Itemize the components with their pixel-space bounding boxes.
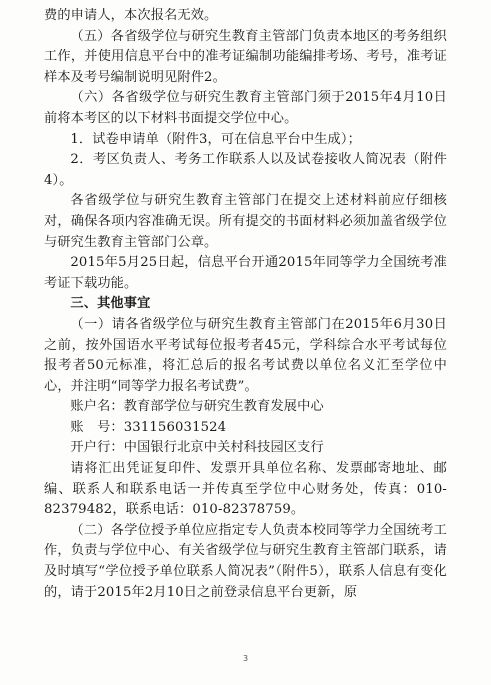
account-name-label: 账户名： bbox=[70, 399, 124, 415]
account-number-value: 331156031524 bbox=[123, 419, 227, 435]
paragraph-contact-person: （二）各学位授予单位应指定专人负责本校同等学力全国统考工作，负责与学位中心、有关省级学位与研究生教育主管部门联系，请及时填写“学位授予单位联系人简况表”（附件5），联系人信息有变化的，请于2015年2月10日之前登录信息平台更新，原 bbox=[44, 522, 447, 600]
bank-label: 开户行： bbox=[70, 440, 124, 456]
paragraph-application-invalid: 费的申请人，本次报名无效。 bbox=[44, 8, 218, 23]
account-number-label: 账 号： bbox=[70, 419, 124, 435]
section-heading-other-matters: 三、其他事宜 bbox=[70, 296, 151, 312]
bank-line bbox=[44, 438, 447, 459]
document-body bbox=[44, 6, 447, 603]
paragraph-download-date: 2015年5月25日起，信息平台开通2015年同等学力全国统考准考证下载功能。 bbox=[44, 255, 447, 291]
list-item-contact-form: 2．考区负责人、考务工作联系人以及试卷接收人简况表（附件4）。 bbox=[44, 152, 447, 188]
paragraph-exam-organization: （五）各省级学位与研究生教育主管部门负责本地区的考务组织工作，并使用信息平台中的准考证编制功能编排考场、考号，准考证样本及考号编制说明见附件2。 bbox=[44, 28, 447, 85]
account-name-value: 教育部学位与研究生教育发展中心 bbox=[123, 399, 324, 415]
page-number: 3 bbox=[242, 654, 249, 663]
paragraph-verification: 各省级学位与研究生教育主管部门在提交上述材料前应仔细核对，确保各项内容准确无误。所有提交的书面材料必须加盖省级学位与研究生教育主管部门公章。 bbox=[44, 193, 447, 250]
list-item-paper-request: 1．试卷申请单（附件3，可在信息平台中生成）； bbox=[70, 131, 361, 147]
account-name-line bbox=[44, 397, 447, 418]
paragraph-fee-remittance: （一）请各省级学位与研究生教育主管部门在2015年6月30日之前，按外国语水平考试每位报考者45元，学科综合水平考试每位报考者50元标准，将汇总后的报名考试费以单位名义汇至学位中心，并注明“同等学力报名考试费”。 bbox=[44, 316, 447, 394]
paragraph-materials-deadline: （六）各省级学位与研究生教育主管部门须于2015年4月10日前将本考区的以下材料书面提交学位中心。 bbox=[44, 90, 447, 126]
account-number-line bbox=[44, 418, 447, 439]
bank-value: 中国银行北京中关村科技园区支行 bbox=[123, 440, 324, 456]
paragraph-fax-contact: 请将汇出凭证复印件、发票开具单位名称、发票邮寄地址、邮编、联系人和联系电话一并传真至学位中心财务处，传真：010-82379482，联系电话：010-82378759。 bbox=[44, 461, 447, 518]
